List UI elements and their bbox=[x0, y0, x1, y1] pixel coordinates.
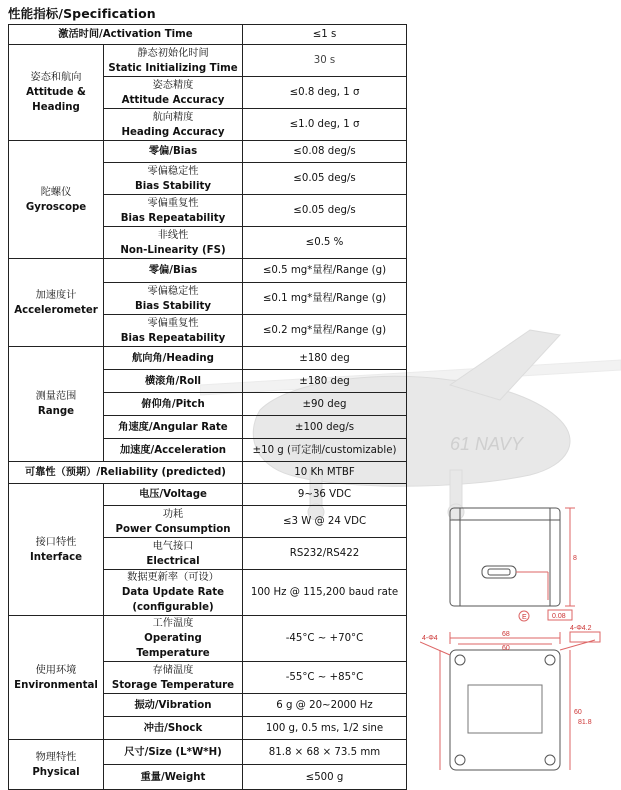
dim-offset: 8 bbox=[573, 555, 577, 562]
gyro-repeat-label bbox=[104, 195, 243, 227]
accel-repeat-en: Bias Repeatability bbox=[120, 332, 226, 344]
accel-group-en: Accelerometer bbox=[14, 304, 98, 316]
physical-group bbox=[9, 740, 104, 790]
table-row bbox=[9, 45, 407, 77]
weight-value: ≤500 g bbox=[243, 765, 407, 790]
side-view-body bbox=[450, 508, 560, 606]
voltage-value: 9~36 VDC bbox=[243, 484, 407, 506]
range-accel-label: 加速度/Acceleration bbox=[104, 439, 243, 462]
op-temp-zh: 工作温度 bbox=[152, 618, 194, 629]
update-rate-label bbox=[104, 570, 243, 616]
physical-group-zh: 物理特性 bbox=[35, 751, 77, 763]
gyro-group bbox=[9, 141, 104, 259]
st-temp-label bbox=[104, 662, 243, 694]
power-value: ≤3 W @ 24 VDC bbox=[243, 506, 407, 538]
accel-bias-value: ≤0.5 mg*量程/Range (g) bbox=[243, 259, 407, 283]
att-acc-label bbox=[104, 77, 243, 109]
spec-table bbox=[8, 24, 407, 790]
attitude-group bbox=[9, 45, 104, 141]
gyro-nonlin-label bbox=[104, 227, 243, 259]
update-rate-value: 100 Hz @ 115,200 baud rate bbox=[243, 570, 407, 616]
gyro-stability-label bbox=[104, 163, 243, 195]
accel-bias-label: 零偏/Bias bbox=[104, 259, 243, 283]
shock-value: 100 g, 0.5 ms, 1/2 sine bbox=[243, 717, 407, 740]
vibration-value: 6 g @ 20~2000 Hz bbox=[243, 694, 407, 717]
technical-drawing bbox=[420, 500, 621, 784]
range-heading-value: ±180 deg bbox=[243, 347, 407, 370]
update-rate-en2: (configurable) bbox=[132, 602, 214, 613]
gyro-stability-value: ≤0.05 deg/s bbox=[243, 163, 407, 195]
table-row bbox=[9, 25, 407, 45]
gyro-group-en: Gyroscope bbox=[25, 201, 87, 213]
op-temp-en: Operating Temperature bbox=[136, 633, 210, 659]
gyro-nonlin-en: Non-Linearity (FS) bbox=[120, 244, 226, 256]
range-group-en: Range bbox=[37, 406, 75, 417]
reliability-label: 可靠性（预期）/Reliability (predicted) bbox=[9, 462, 243, 484]
static-init-value: 30 s bbox=[243, 45, 407, 77]
static-init-label bbox=[104, 45, 243, 77]
environment-group-zh: 使用环境 bbox=[35, 664, 77, 676]
size-label: 尺寸/Size (L*W*H) bbox=[104, 740, 243, 765]
watermark-text: 61 NAVY bbox=[450, 434, 524, 454]
range-heading-label: 航向角/Heading bbox=[104, 347, 243, 370]
dim-holes: 4-Φ4 bbox=[422, 635, 438, 642]
range-pitch-label: 俯仰角/Pitch bbox=[104, 393, 243, 416]
gyro-bias-value: ≤0.08 deg/s bbox=[243, 141, 407, 163]
gyro-stability-zh: 零偏稳定性 bbox=[147, 165, 199, 177]
power-en: Power Consumption bbox=[115, 523, 231, 535]
accel-stability-zh: 零偏稳定性 bbox=[147, 285, 199, 297]
power-zh: 功耗 bbox=[162, 508, 184, 520]
physical-group-en: Physical bbox=[32, 766, 80, 778]
gyro-nonlin-zh: 非线性 bbox=[157, 229, 189, 241]
table-row bbox=[9, 347, 407, 370]
power-label bbox=[104, 506, 243, 538]
table-row bbox=[9, 740, 407, 765]
weight-label: 重量/Weight bbox=[104, 765, 243, 790]
accel-stability-en: Bias Stability bbox=[134, 300, 212, 312]
head-acc-en: Heading Accuracy bbox=[121, 126, 225, 138]
att-acc-zh: 姿态精度 bbox=[152, 79, 194, 91]
electrical-zh: 电气接口 bbox=[152, 540, 194, 552]
range-angular-value: ±100 deg/s bbox=[243, 416, 407, 439]
gyro-repeat-zh: 零偏重复性 bbox=[147, 197, 199, 209]
table-row bbox=[9, 484, 407, 506]
range-group-zh: 测量范围 bbox=[35, 391, 77, 402]
accel-group bbox=[9, 259, 104, 347]
gyro-nonlin-value: ≤0.5 % bbox=[243, 227, 407, 259]
dim-holes-tol: 4-Φ4.2 bbox=[570, 625, 592, 632]
head-acc-label bbox=[104, 109, 243, 141]
gyro-group-zh: 陀螺仪 bbox=[40, 186, 72, 198]
environment-group bbox=[9, 616, 104, 740]
vibration-label: 振动/Vibration bbox=[104, 694, 243, 717]
gyro-repeat-value: ≤0.05 deg/s bbox=[243, 195, 407, 227]
interface-group-en: Interface bbox=[29, 551, 83, 563]
table-row bbox=[9, 616, 407, 662]
range-group bbox=[9, 347, 104, 462]
dim-width-inner: 60 bbox=[502, 645, 510, 652]
label-plate bbox=[468, 685, 542, 733]
dim-tolerance: 0.08 bbox=[552, 613, 566, 620]
interface-group bbox=[9, 484, 104, 616]
st-temp-value: -55°C ~ +85°C bbox=[243, 662, 407, 694]
update-rate-zh: 数据更新率（可设） bbox=[127, 572, 219, 583]
reliability-value: 10 Kh MTBF bbox=[243, 462, 407, 484]
attitude-group-en1: Attitude & bbox=[26, 87, 86, 98]
electrical-value: RS232/RS422 bbox=[243, 538, 407, 570]
section-title: 性能指标/Specification bbox=[8, 6, 156, 21]
electrical-label bbox=[104, 538, 243, 570]
interface-group-zh: 接口特性 bbox=[35, 536, 77, 548]
accel-repeat-label bbox=[104, 315, 243, 347]
att-acc-en: Attitude Accuracy bbox=[121, 94, 225, 106]
attitude-group-en2: Heading bbox=[32, 102, 80, 113]
st-temp-zh: 存储温度 bbox=[152, 664, 194, 676]
table-row bbox=[9, 462, 407, 484]
accel-stability-value: ≤0.1 mg*量程/Range (g) bbox=[243, 283, 407, 315]
dim-width: 68 bbox=[502, 631, 510, 638]
dim-height: 81.8 bbox=[578, 719, 592, 726]
connector bbox=[482, 566, 516, 578]
datum-label: E bbox=[522, 614, 527, 621]
table-row bbox=[9, 259, 407, 283]
head-acc-zh: 航向精度 bbox=[152, 111, 194, 123]
gyro-bias-label: 零偏/Bias bbox=[104, 141, 243, 163]
range-angular-label: 角速度/Angular Rate bbox=[104, 416, 243, 439]
attitude-group-zh: 姿态和航向 bbox=[30, 72, 82, 83]
accel-repeat-zh: 零偏重复性 bbox=[147, 317, 199, 329]
static-init-zh: 静态初始化时间 bbox=[137, 47, 209, 59]
environment-group-en: Environmental bbox=[14, 679, 98, 691]
head-acc-value: ≤1.0 deg, 1 σ bbox=[243, 109, 407, 141]
gyro-stability-en: Bias Stability bbox=[134, 180, 212, 192]
op-temp-value: -45°C ~ +70°C bbox=[243, 616, 407, 662]
voltage-label: 电压/Voltage bbox=[104, 484, 243, 506]
activation-value: ≤1 s bbox=[243, 25, 407, 45]
dim-height-inner: 60 bbox=[574, 709, 582, 716]
size-value: 81.8 × 68 × 73.5 mm bbox=[243, 740, 407, 765]
shock-label: 冲击/Shock bbox=[104, 717, 243, 740]
op-temp-label bbox=[104, 616, 243, 662]
accel-repeat-value: ≤0.2 mg*量程/Range (g) bbox=[243, 315, 407, 347]
table-row bbox=[9, 141, 407, 163]
update-rate-en1: Data Update Rate bbox=[121, 587, 225, 598]
accel-stability-label bbox=[104, 283, 243, 315]
top-view-body bbox=[450, 650, 560, 770]
st-temp-en: Storage Temperature bbox=[111, 679, 235, 691]
gyro-repeat-en: Bias Repeatability bbox=[120, 212, 226, 224]
range-roll-label: 横滚角/Roll bbox=[104, 370, 243, 393]
accel-group-zh: 加速度计 bbox=[35, 289, 77, 301]
electrical-en: Electrical bbox=[146, 555, 200, 567]
att-acc-value: ≤0.8 deg, 1 σ bbox=[243, 77, 407, 109]
range-accel-value: ±10 g (可定制/customizable) bbox=[243, 439, 407, 462]
range-roll-value: ±180 deg bbox=[243, 370, 407, 393]
activation-label: 激活时间/Activation Time bbox=[9, 25, 243, 45]
range-pitch-value: ±90 deg bbox=[243, 393, 407, 416]
static-init-en: Static Initializing Time bbox=[108, 62, 238, 74]
